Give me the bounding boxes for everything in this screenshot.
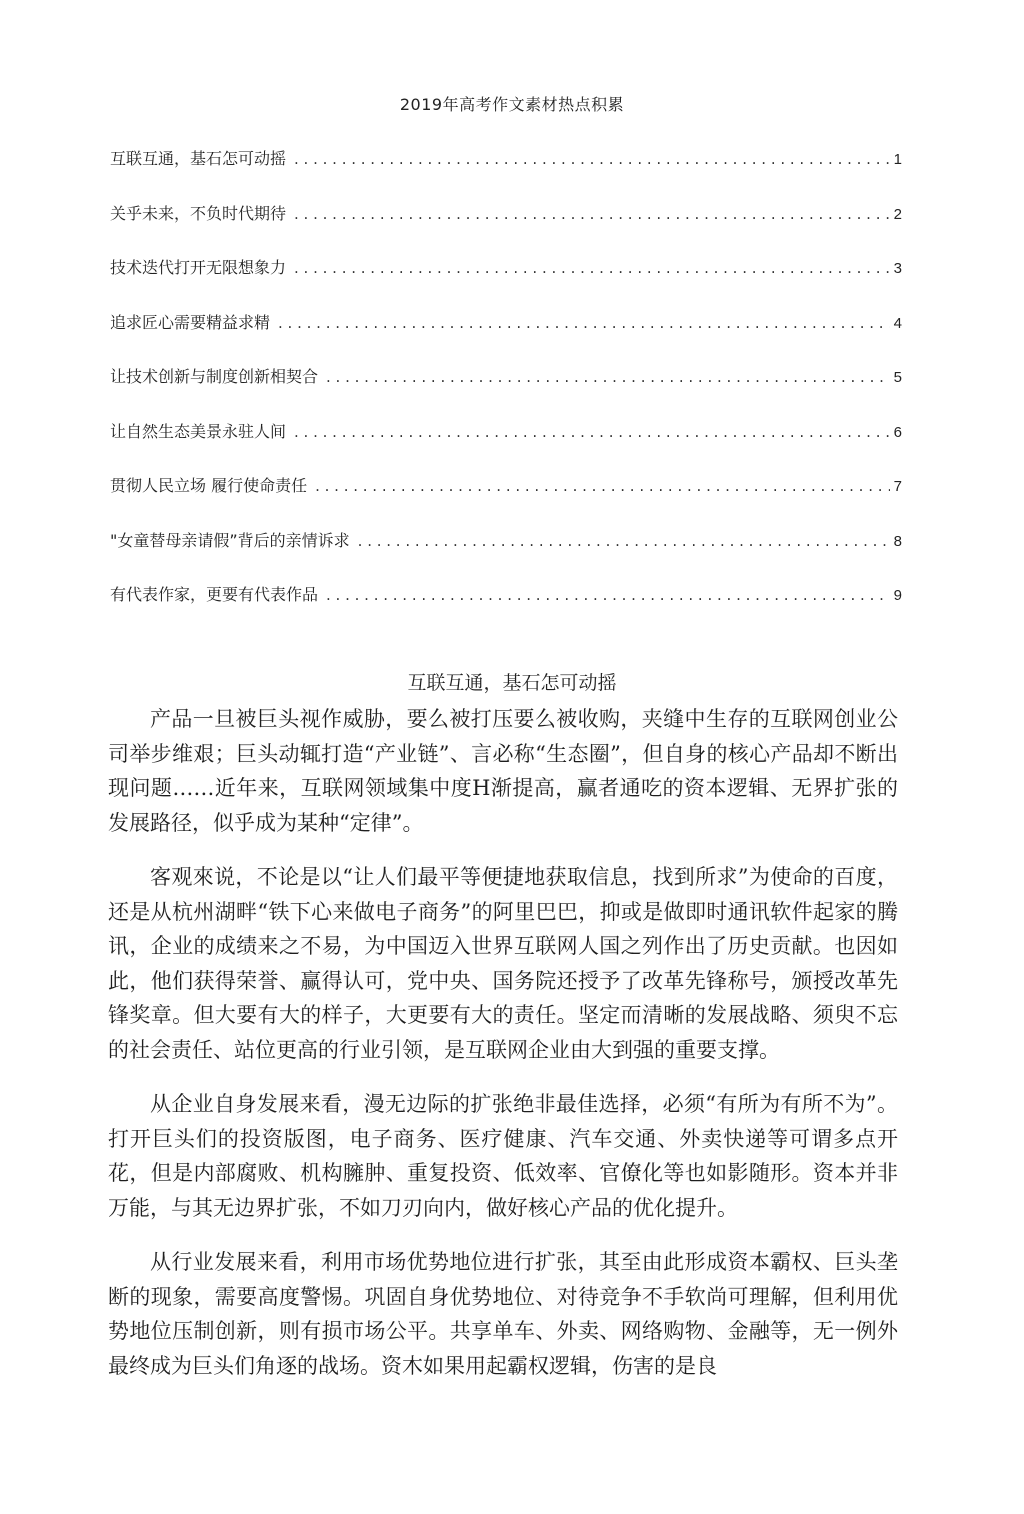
toc-entry[interactable] bbox=[110, 201, 902, 256]
toc-entry-page: 8 bbox=[893, 532, 902, 550]
toc-entry-title: 技术迭代打开无限想象力 bbox=[110, 258, 287, 277]
toc-entry[interactable] bbox=[110, 419, 902, 474]
section-heading: 互联互通，基石怎可动摇 bbox=[407, 672, 617, 694]
table-of-contents bbox=[110, 146, 902, 637]
toc-entry-page: 7 bbox=[893, 478, 902, 495]
paragraph: 客观來说，不论是以“让人们最平等便捷地获取信息，找到所求”为使命的百度，还是从杭州湖畔“铁下心来做电子商务”的阿里巴巴，抑或是做即时通讯软件起家的腾讯，企业的成绩来之不易，为中国迈入世界互联网人国之列作出了历史贡献。也因如此，他们获得荣誉、赢得认可，党中央、国务院还授予了改革先锋称号，颁授改革先锋奖章。但大要有大的样子，大更要有大的责任。坚定而清晰的发展战略、须臾不忘的社会责任、站位更高的行业引领，是互联网企业由大到强的重要支撑。 bbox=[108, 865, 898, 1062]
toc-entry[interactable] bbox=[110, 528, 902, 583]
toc-leader-dots bbox=[315, 477, 890, 495]
toc-entry-page: 1 bbox=[893, 151, 902, 168]
toc-entry[interactable] bbox=[110, 473, 902, 528]
toc-entry-title: 追求匠心需要精益求精 bbox=[110, 312, 271, 332]
toc-leader-dots bbox=[294, 259, 890, 277]
toc-entry-page: 6 bbox=[893, 423, 902, 441]
toc-leader-dots bbox=[326, 586, 890, 604]
toc-entry-title: 关乎未来，不负时代期待 bbox=[110, 203, 287, 223]
toc-leader-dots bbox=[278, 314, 890, 332]
toc-entry-title: 让自然生态美景永驻人间 bbox=[110, 421, 287, 441]
toc-entry-page: 5 bbox=[893, 369, 902, 386]
toc-entry-title: 让技术创新与制度创新相契合 bbox=[110, 367, 319, 386]
paragraph: 产品一旦被巨头视作威胁，要么被打压要么被收购，夹缝中生存的互联网创业公司举步维艰；巨头动辄打造“产业链”、言必称“生态圈”，但自身的核心产品却不断出现问题……近年来，互联网领域集中度H渐提高，赢者通吃的资本逻辑、无界扩张的发展路径，似乎成为某种“定律”。 bbox=[108, 707, 898, 835]
toc-entry-title: "女童替母亲请假”背后的亲情诉求 bbox=[110, 530, 350, 550]
toc-entry[interactable] bbox=[110, 255, 902, 310]
toc-entry-page: 3 bbox=[893, 260, 902, 277]
toc-entry-title: 贯彻人民立场 履行使命责任 bbox=[110, 476, 308, 495]
paragraph: 从企业自身发展来看，漫无边际的扩张绝非最佳选择，必须“有所为有所不为”。打开巨头们的投资版图，电子商务、医疗健康、汽车交通、外卖快递等可谓多点开花，但是内部腐败、机构臃肿、重复投资、低效率、官僚化等也如影随形。资本并非万能，与其无边界扩张，不如刀刃向内，做好核心产品的优化提升。 bbox=[108, 1092, 898, 1220]
paragraph: 从行业发展来看，利用市场优势地位进行扩张，其至由此形成资本霸权、巨头垄断的现象，需要高度警惕。巩固自身优势地位、对待竞争不手软尚可理解，但利用优势地位压制创新，则有损市场公平。共享单车、外卖、网络购物、金融等，无一例外最终成为巨头们角逐的战场。资木如果用起霸权逻辑，伤害的是良 bbox=[108, 1250, 898, 1378]
toc-entry-page: 2 bbox=[893, 205, 902, 223]
toc-leader-dots bbox=[294, 205, 890, 223]
toc-leader-dots bbox=[294, 150, 890, 168]
toc-entry[interactable] bbox=[110, 582, 902, 637]
toc-leader-dots bbox=[294, 423, 890, 441]
toc-entry-page: 9 bbox=[893, 587, 902, 604]
toc-entry[interactable] bbox=[110, 364, 902, 419]
toc-entry-page: 4 bbox=[893, 314, 902, 332]
toc-entry[interactable] bbox=[110, 310, 902, 365]
article-body bbox=[108, 702, 898, 1403]
toc-entry-title: 有代表作家，更要有代表作品 bbox=[110, 585, 319, 604]
toc-leader-dots bbox=[358, 532, 890, 550]
toc-entry-title: 互联互通，基石怎可动摇 bbox=[110, 149, 287, 168]
document-title: 2019年高考作文素材热点积累 bbox=[399, 95, 625, 114]
toc-leader-dots bbox=[326, 368, 890, 386]
toc-entry[interactable] bbox=[110, 146, 902, 201]
